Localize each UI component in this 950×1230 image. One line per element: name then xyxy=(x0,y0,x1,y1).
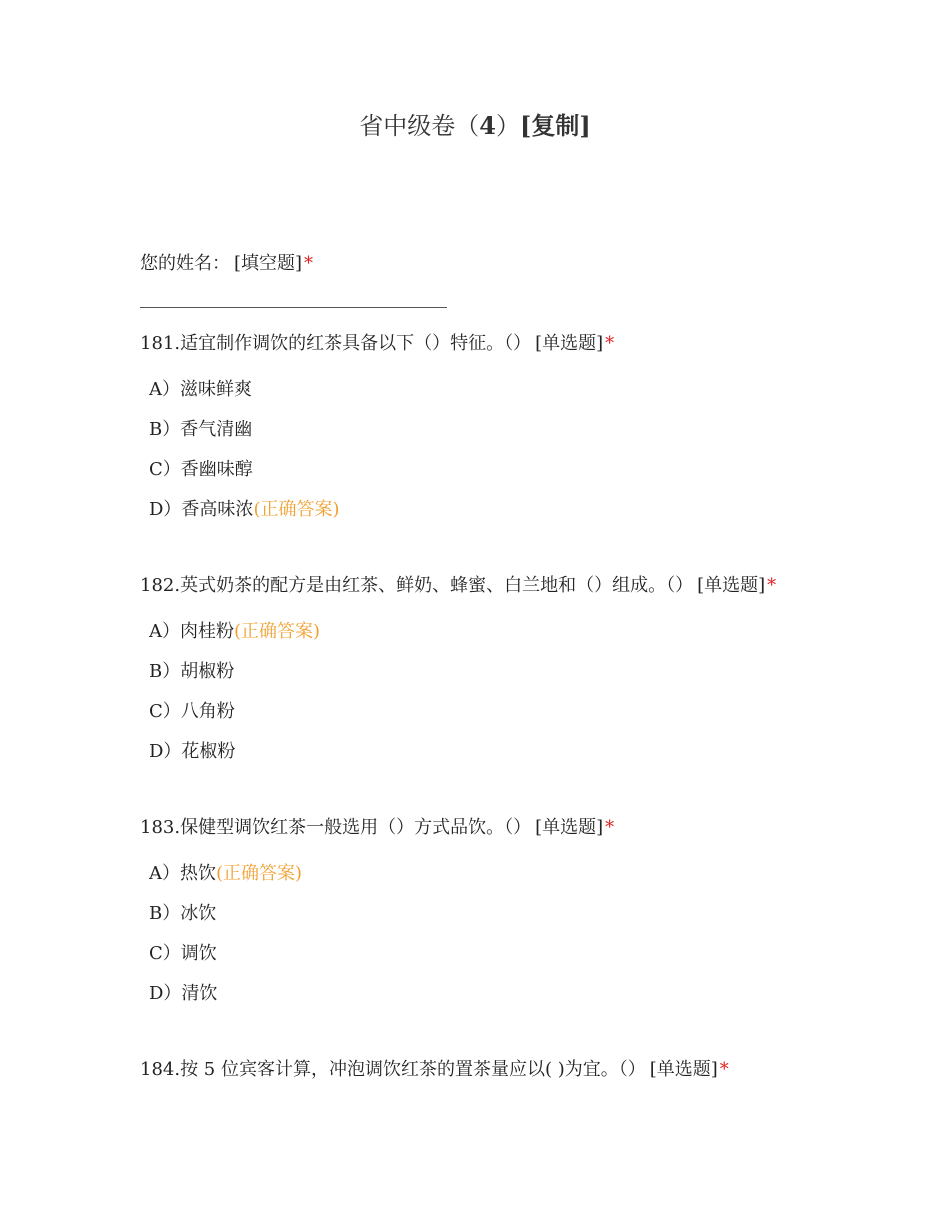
option-label: D）花椒粉 xyxy=(149,741,236,762)
question-type: [单选题] xyxy=(649,1059,718,1080)
option-label: C）八角粉 xyxy=(149,701,235,722)
question-type: [填空题] xyxy=(234,253,303,274)
correct-answer-mark: (正确答案) xyxy=(253,499,340,520)
name-answer-line xyxy=(140,307,447,308)
option-181-d xyxy=(149,498,339,522)
question-181 xyxy=(140,332,614,356)
question-182 xyxy=(140,574,776,598)
question-type: [单选题] xyxy=(535,333,604,354)
option-183-d xyxy=(149,982,217,1006)
option-183-a xyxy=(149,862,302,886)
option-181-c xyxy=(149,458,253,482)
option-181-a xyxy=(149,378,252,402)
option-182-b xyxy=(149,660,234,684)
required-mark: * xyxy=(304,253,314,274)
title-suffix: [复制] xyxy=(519,111,591,140)
question-text: 181.适宜制作调饮的红茶具备以下（）特征。（） xyxy=(140,333,532,354)
question-type: [单选题] xyxy=(535,817,604,838)
option-183-c xyxy=(149,942,217,966)
option-183-b xyxy=(149,902,216,926)
option-label: A）滋味鲜爽 xyxy=(149,379,252,400)
option-182-d xyxy=(149,740,235,764)
required-mark: * xyxy=(719,1059,729,1080)
question-184 xyxy=(140,1058,729,1082)
option-label: B）冰饮 xyxy=(149,903,217,924)
option-label: A）热饮 xyxy=(149,863,216,884)
required-mark: * xyxy=(605,333,615,354)
title-prefix: 省中级卷（ xyxy=(359,112,480,140)
option-label: C）调饮 xyxy=(149,943,217,964)
name-label: 您的姓名： xyxy=(140,253,230,274)
title-mid: ） xyxy=(495,112,520,140)
question-text: 183.保健型调饮红茶一般选用（）方式品饮。（） xyxy=(140,817,532,838)
question-type: [单选题] xyxy=(697,575,766,596)
question-text: 182.英式奶茶的配方是由红茶、鲜奶、蜂蜜、白兰地和（）组成。（） xyxy=(140,575,694,596)
question-183 xyxy=(140,816,614,840)
title-number: 4 xyxy=(479,111,496,140)
required-mark: * xyxy=(605,817,615,838)
correct-answer-mark: (正确答案) xyxy=(234,621,321,642)
option-label: C）香幽味醇 xyxy=(149,459,253,480)
option-182-a xyxy=(149,620,320,644)
option-label: B）胡椒粉 xyxy=(149,661,235,682)
option-label: B）香气清幽 xyxy=(149,419,253,440)
option-label: D）清饮 xyxy=(149,983,218,1004)
option-label: D）香高味浓 xyxy=(149,499,254,520)
option-181-b xyxy=(149,418,252,442)
question-text: 184.按 5 位宾客计算，冲泡调饮红茶的置茶量应以( )为宜。（） xyxy=(140,1059,646,1080)
correct-answer-mark: (正确答案) xyxy=(216,863,303,884)
option-label: A）肉桂粉 xyxy=(149,621,234,642)
option-182-c xyxy=(149,700,235,724)
page-title xyxy=(0,108,950,144)
name-question xyxy=(140,252,313,276)
required-mark: * xyxy=(767,575,777,596)
